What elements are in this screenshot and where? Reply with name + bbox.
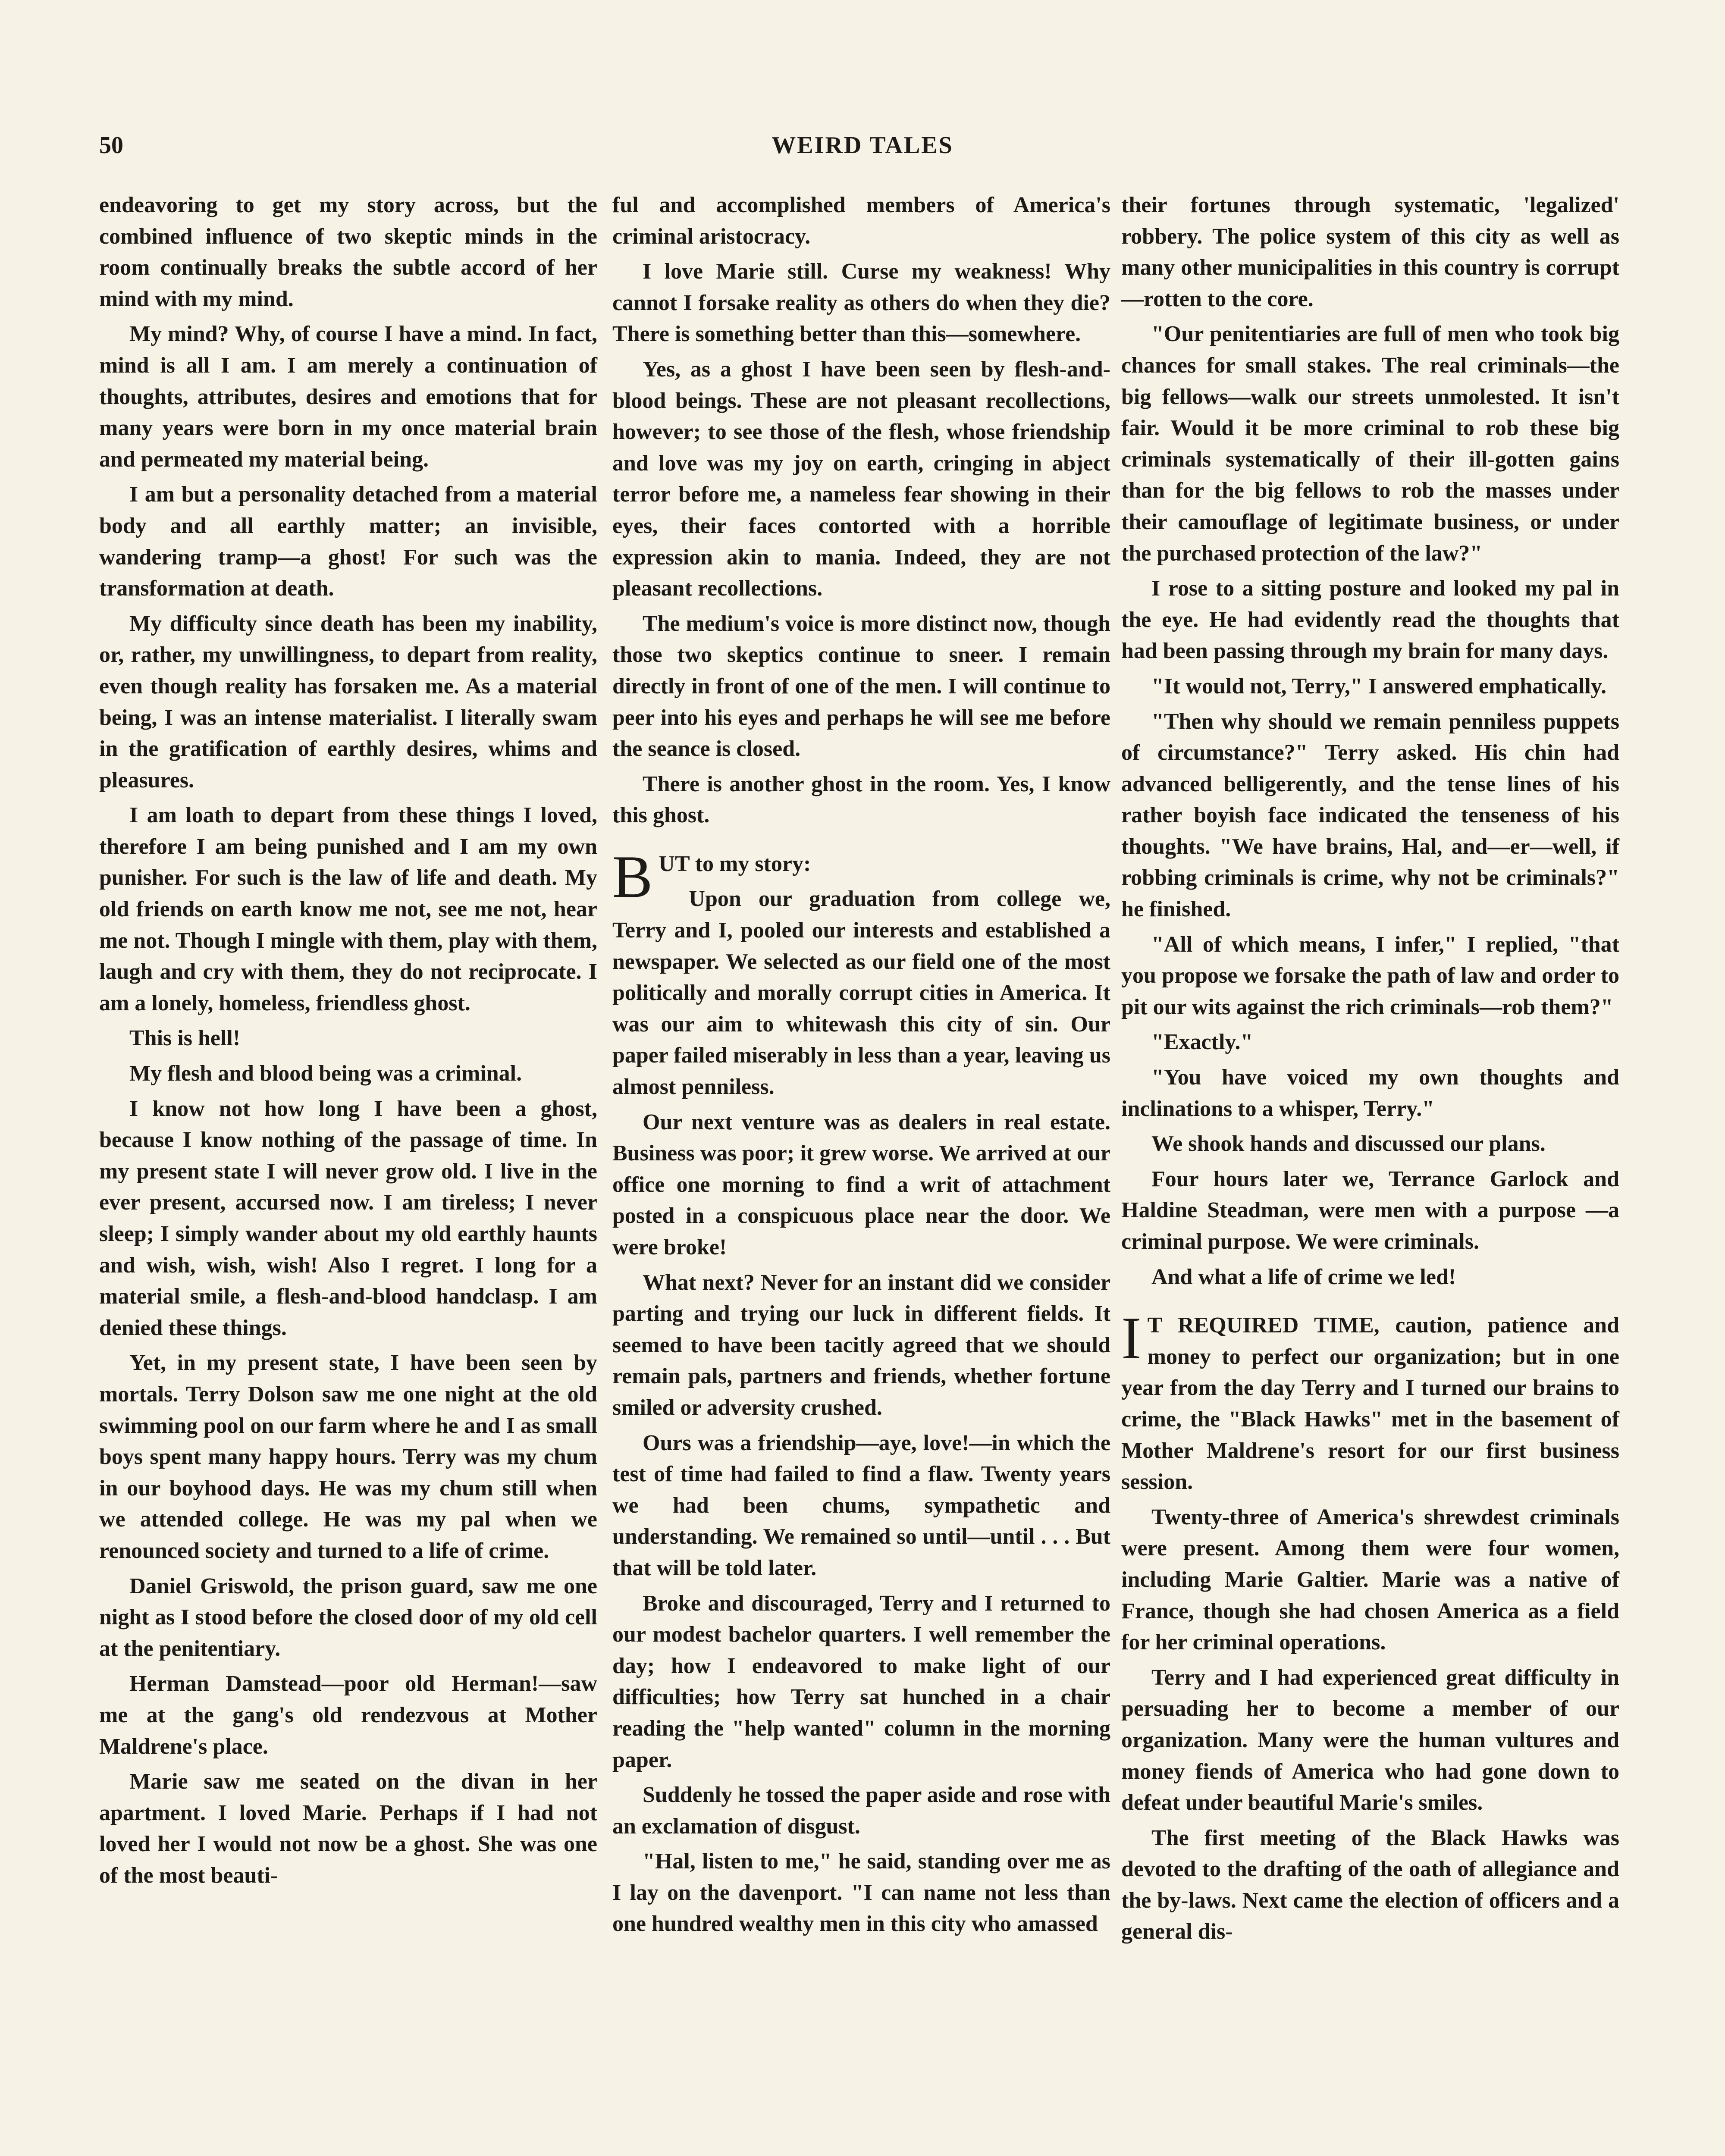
paragraph: Ours was a friendship—aye, love!—in which the test of time had failed to find a flaw. Twenty years we had been chums, sympathetic and understanding. We remained so until—until . . . But that will be told later. [612, 1430, 1110, 1580]
page-number: 50 [99, 132, 123, 159]
paragraph: My flesh and blood being was a criminal. [129, 1061, 522, 1086]
paragraph: I love Marie still. Curse my weakness! Why cannot I forsake reality as others do when they die? There is something better than this—somewhere. [612, 259, 1110, 347]
section-opening [1121, 1305, 1619, 1498]
paragraph: "Hal, listen to me," he said, standing over me as I lay on the davenport. "I can name not less than one hundred wealthy men in this city who amassed [612, 1849, 1110, 1937]
paragraph: I know not how long I have been a ghost, because I know nothing of the passage of time. In my present state I will never grow old. I live in the ever present, accursed now. I am tireless; I never sleep; I simply wander about my old earthly haunts and wish, wish, wish! Also I regret. I long for a material smile, a flesh-and-blood handclasp. I am denied these things. [99, 1096, 597, 1340]
section-opening-text: T REQUIRED TIME, caution, patience and money to perfect our organization; but in one year from the day Terry and I turned our brains to crime, the "Black Hawks" met in the basement of Mother Maldrene's resort for our first business session. [1121, 1313, 1619, 1495]
paragraph: Our next venture was as dealers in real estate. Business was poor; it grew worse. We arrived at our office one morning to find a writ of attachment posted in a conspicuous place near the door. We were broke! [612, 1109, 1110, 1260]
paragraph: Marie saw me seated on the divan in her apartment. I loved Marie. Perhaps if I had not loved her I would not now be a ghost. She was one of the most beauti- [99, 1769, 597, 1888]
paragraph: My difficulty since death has been my inability, or, rather, my unwillingness, to depart from reality, even though reality has forsaken me. As a material being, I was an intense materialist. I literally swam in the gratification of earthly desires, whims and pleasures. [99, 611, 597, 793]
paragraph: Herman Damstead—poor old Herman!—saw me at the gang's old rendezvous at Mother Maldrene's place. [99, 1671, 597, 1759]
paragraph: "Exactly." [1151, 1030, 1253, 1055]
paragraph: Daniel Griswold, the prison guard, saw me one night as I stood before the closed door of my old cell at the penitentiary. [99, 1573, 597, 1661]
paragraph: ful and accomplished members of America's criminal aristocracy. [612, 193, 1110, 249]
paragraph: "Our penitentiaries are full of men who took big chances for small stakes. The real criminals—the big fellows—walk our streets unmolested. It isn't fair. Would it be more criminal to rob these big criminals systematically of their ill-gotten gains than for the big fellows to rob the masses under their camouflage of legitimate business, or under the purchased protection of the law?" [1121, 322, 1619, 566]
paragraph: I am but a personality detached from a material body and all earthly matter; an invisible, wandering tramp—a ghost! For such was the transformation at death. [99, 482, 597, 601]
paragraph: I rose to a sitting posture and looked my pal in the eye. He had evidently read the thoughts that had been passing through my brain for many days. [1121, 576, 1619, 664]
text-column-1 [99, 190, 597, 1895]
paragraph: Yes, as a ghost I have been seen by flesh-and-blood beings. These are not pleasant recollections, however; to see those of the flesh, whose friendship and love was my joy on earth, cringing in abject terror before me, a nameless fear showing in their eyes, their faces contorted with a horrible expression akin to mania. Indeed, they are not pleasant recollections. [612, 357, 1110, 601]
running-head: WEIRD TALES [772, 132, 953, 159]
paragraph: This is hell! [129, 1026, 241, 1051]
paragraph: The medium's voice is more distinct now, though those two skeptics continue to sneer. I remain directly in front of one of the men. I will continue to peer into his eyes and perhaps he will see me before the seance is closed. [612, 611, 1110, 761]
paragraph: "You have voiced my own thoughts and inclinations to a whisper, Terry." [1121, 1065, 1619, 1121]
paragraph: endeavoring to get my story across, but the combined influence of two skeptic minds in the room continually breaks the subtle accord of her mind with my mind. [99, 193, 597, 311]
paragraph: "It would not, Terry," I answered emphatically. [1151, 674, 1606, 699]
section-opening [612, 843, 1110, 910]
paragraph: We shook hands and discussed our plans. [1151, 1131, 1546, 1156]
paragraph: I am loath to depart from these things I loved, therefore I am being punished and I am my own punisher. For such is the law of life and death. My old friends on earth know me not, see me not, hear me not. Though I mingle with them, play with them, laugh and cry with them, they do not reciprocate. I am a lonely, homeless, friendless ghost. [99, 803, 597, 1015]
section-opening-text: UT to my story: [659, 851, 811, 876]
paragraph: Terry and I had experienced great difficulty in persuading her to become a member of our organization. Many were the human vultures and money fiends of America who had gone down to defeat under beautiful Marie's smiles. [1121, 1665, 1619, 1815]
paragraph: Four hours later we, Terrance Garlock and Haldine Steadman, were men with a purpose —a criminal purpose. We were criminals. [1121, 1166, 1619, 1254]
paragraph: "All of which means, I infer," I replied, "that you propose we forsake the path of law and order to pit our wits against the rich criminals—rob them?" [1121, 932, 1619, 1019]
paragraph: The first meeting of the Black Hawks was devoted to the drafting of the oath of allegiance and the by-laws. Next came the election of officers and a general dis- [1121, 1825, 1619, 1944]
drop-cap: I [1121, 1305, 1142, 1372]
paragraph: Twenty-three of America's shrewdest criminals were present. Among them were four women, including Marie Galtier. Marie was a native of France, though she had chosen America as a field for her criminal operations. [1121, 1504, 1619, 1655]
paragraph: their fortunes through systematic, 'legalized' robbery. The police system of this city as well as many other municipalities in this country is corrupt—rotten to the core. [1121, 193, 1619, 311]
paragraph: What next? Never for an instant did we consider parting and trying our luck in different fields. It seemed to have been tacitly agreed that we should remain pals, partners and friends, whether fortune smiled or adversity crushed. [612, 1270, 1110, 1420]
paragraph: And what a life of crime we led! [1151, 1264, 1456, 1289]
text-column-2 [612, 190, 1110, 1944]
paragraph: Yet, in my present state, I have been seen by mortals. Terry Dolson saw me one night at the old swimming pool on our farm where he and I as small boys spent many happy hours. Terry was my chum in our boyhood days. He was my chum still when we attended college. He was my pal when we renounced society and turned to a life of crime. [99, 1351, 597, 1563]
text-column-3 [1121, 190, 1619, 1952]
paragraph: Upon our graduation from college we, Terry and I, pooled our interests and established a newspaper. We selected as our field one of the most politically and morally corrupt cities in America. It was our aim to whitewash this city of sin. Our paper failed miserably in less than a year, leaving us almost penniless. [612, 887, 1110, 1100]
paragraph: Broke and discouraged, Terry and I returned to our modest bachelor quarters. I well remember the day; how I endeavored to make light of our difficulties; how Terry sat hunched in a chair reading the "help wanted" column in the morning paper. [612, 1591, 1110, 1772]
paragraph: There is another ghost in the room. Yes, I know this ghost. [612, 771, 1110, 828]
drop-cap: B [612, 843, 653, 910]
paragraph: My mind? Why, of course I have a mind. In fact, mind is all I am. I am merely a continuation of thoughts, attributes, desires and emotions that for many years were born in my once material brain and permeated my material being. [99, 322, 597, 472]
paragraph: Suddenly he tossed the paper aside and rose with an exclamation of disgust. [612, 1783, 1110, 1839]
paragraph: "Then why should we remain penniless puppets of circumstance?" Terry asked. His chin had advanced belligerently, and the tense lines of his rather boyish face indicated the tenseness of his thoughts. "We have brains, Hal, and—er—well, if robbing criminals is crime, why not be criminals?" he finished. [1121, 709, 1619, 922]
